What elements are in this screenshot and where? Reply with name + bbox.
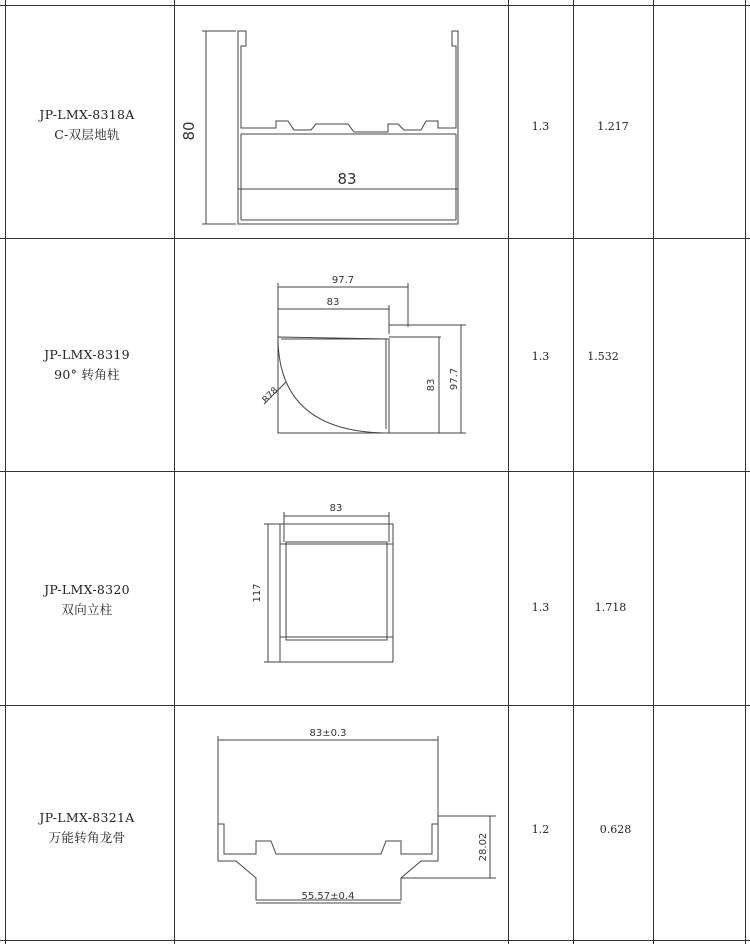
- thickness-value: 1.3: [531, 601, 550, 614]
- dim-top: 83±0.3: [309, 728, 347, 739]
- product-code: JP-LMX-8320: [44, 582, 130, 597]
- dim-bottom: 55.57±0.4: [301, 891, 355, 902]
- profile-outline: [280, 524, 393, 662]
- thickness-value: 1.2: [531, 823, 550, 836]
- profile-outline: [238, 31, 458, 224]
- profile-outline: [218, 824, 438, 900]
- profile-drawing-8319: [176, 239, 506, 471]
- product-name-cell: [0, 345, 174, 385]
- profile-drawing-8320: [176, 472, 506, 704]
- column-divider: [508, 0, 509, 944]
- thickness-value: 1.3: [531, 350, 550, 363]
- dim-outer: 97.7: [331, 275, 355, 286]
- dim-inner: 83: [326, 297, 340, 308]
- product-code: JP-LMX-8319: [44, 347, 130, 362]
- product-name: C-双层地轨: [54, 127, 120, 142]
- dim-width: 83: [337, 170, 357, 188]
- dim-height: 28.02: [478, 832, 489, 862]
- row-divider: [0, 940, 750, 941]
- weight-value: 1.532: [587, 350, 619, 363]
- column-divider: [174, 0, 175, 944]
- profile-drawing-8321A: [176, 706, 506, 938]
- product-code: JP-LMX-8318A: [39, 107, 135, 122]
- product-name: 万能转角龙骨: [48, 830, 126, 845]
- dim-width: 83: [329, 503, 343, 514]
- dim-height: 117: [252, 583, 263, 603]
- product-code: JP-LMX-8321A: [39, 810, 135, 825]
- product-name-cell: [0, 808, 174, 848]
- product-name-cell: [0, 580, 174, 620]
- dim-radius: R78: [260, 385, 281, 406]
- profile-outline: [278, 337, 389, 433]
- product-name-cell: [0, 105, 174, 145]
- dim-side: 83: [426, 378, 437, 392]
- dim-height: 80: [180, 121, 198, 141]
- weight-value: 0.628: [599, 823, 632, 836]
- weight-value: 1.217: [597, 120, 629, 133]
- weight-value: 1.718: [594, 601, 627, 614]
- product-name: 双向立柱: [61, 602, 113, 617]
- column-divider: [573, 0, 574, 944]
- column-divider: [653, 0, 654, 944]
- thickness-value: 1.3: [531, 120, 550, 133]
- profile-drawing-8318A: [176, 6, 506, 238]
- dim-side-outer: 97.7: [449, 367, 460, 391]
- product-name: 90° 转角柱: [54, 367, 120, 382]
- table-border-right: [745, 0, 746, 944]
